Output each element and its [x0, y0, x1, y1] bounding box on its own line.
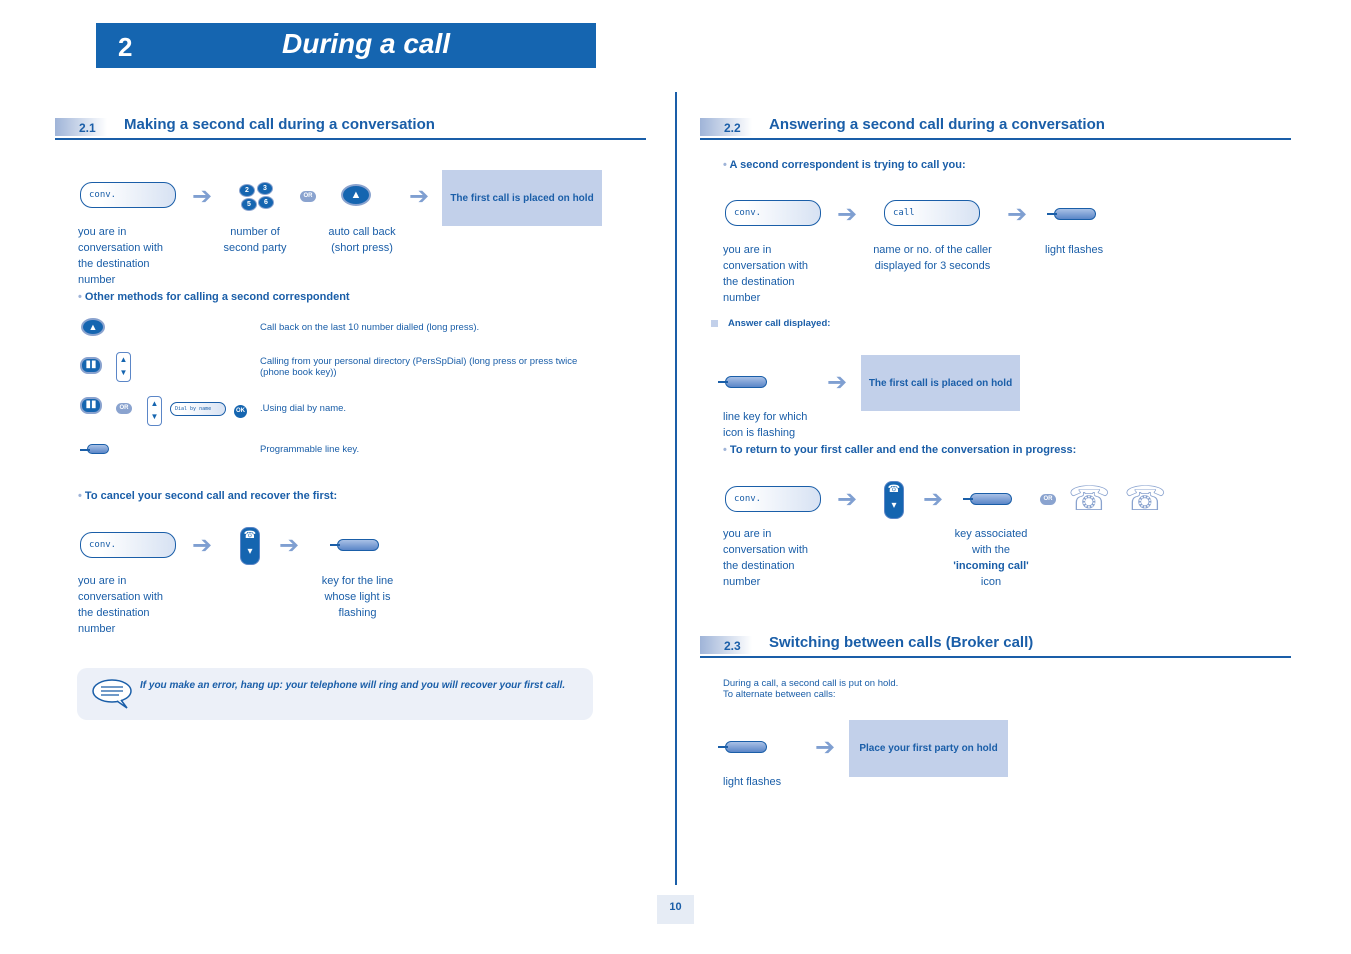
square-bullet-icon: [711, 320, 718, 327]
arrow-icon: ➔: [192, 183, 213, 210]
section-number: 2.2: [724, 121, 741, 135]
method-callback: Call back on the last 10 number dialled (long press).: [260, 322, 480, 333]
arrow-icon: ➔: [815, 734, 836, 761]
method-line-key: Programmable line key.: [260, 444, 360, 455]
hold-note: The first call is placed on hold: [861, 355, 1020, 411]
speech-bubble-icon: [91, 678, 133, 710]
trying-heading: • A second correspondent is trying to call you:: [723, 159, 966, 171]
section-number: 2.3: [724, 639, 741, 653]
line-key-icon: [337, 539, 379, 551]
caption-caller-name: name or no. of the caller displayed for 3 seconds: [873, 244, 992, 272]
navigator-icon: ▲ ▼: [147, 396, 162, 426]
phone-book-icon: ▮▮: [80, 397, 102, 414]
hang-up-key-icon: ☎ ▾: [240, 527, 260, 565]
chapter-number: 2: [118, 32, 133, 62]
phone-display: conv.: [725, 486, 821, 512]
tip-text: If you make an error, hang up: your telephone will ring and you will recover your first call.: [140, 680, 566, 691]
section-number: 2.1: [79, 121, 96, 135]
or-badge: OR: [1040, 494, 1056, 505]
broker-note: Place your first party on hold: [849, 720, 1008, 777]
arrow-icon: ➔: [827, 369, 848, 396]
section-header-2-2: [700, 116, 1291, 140]
ok-key-icon: OK: [234, 405, 247, 418]
caption-key-associated: key associated with the 'incoming call' icon: [953, 528, 1029, 588]
caption-line-key: line key for which icon is flashing: [723, 411, 808, 439]
caption-auto-callback: auto call back (short press): [328, 226, 396, 254]
tip-box: [77, 668, 593, 720]
method-directory: Calling from your personal directory (PersSpDial) (long press or press twice (phone book key)): [260, 356, 578, 378]
caption-light-flashes: light flashes: [1045, 244, 1104, 256]
or-badge: OR: [300, 191, 316, 202]
line-key-icon: [970, 493, 1012, 505]
return-heading: • To return to your first caller and end the conversation in progress:: [723, 444, 1077, 456]
keypad-icon: 2 3 5 6: [239, 182, 275, 212]
caption-in-conversation: you are in conversation with the destination number: [723, 244, 808, 304]
section-header-2-3: [700, 634, 1291, 658]
phone-display: conv.: [80, 182, 176, 208]
phone-display: conv.: [725, 200, 821, 226]
line-key-icon: [1054, 208, 1096, 220]
line-key-icon: [725, 741, 767, 753]
section-title: Switching between calls (Broker call): [769, 634, 1034, 651]
answer-heading: Answer call displayed:: [728, 318, 831, 329]
column-divider: [675, 92, 677, 885]
arrow-icon: ➔: [1007, 201, 1028, 228]
handset-off-hook-icon: ☏: [1068, 480, 1111, 518]
arrow-icon: ➔: [837, 201, 858, 228]
navigator-icon: ▲ ▼: [116, 352, 131, 382]
or-badge: OR: [116, 403, 132, 414]
hold-note: The first call is placed on hold: [442, 170, 602, 226]
caption-line-key: key for the line whose light is flashing: [321, 575, 394, 619]
caption-in-conversation: you are in conversation with the destination number: [723, 528, 808, 588]
caption-in-conversation: you are in conversation with the destination number: [78, 575, 163, 635]
phone-display: conv.: [80, 532, 176, 558]
hang-up-key-icon: ☎ ▾: [884, 481, 904, 519]
page-number: 10: [657, 895, 694, 924]
section-title: Making a second call during a conversation: [124, 116, 435, 133]
arrow-icon: ➔: [837, 486, 858, 513]
arrow-icon: ➔: [923, 486, 944, 513]
broker-intro: During a call, a second call is put on hold. To alternate between calls:: [723, 678, 899, 700]
redial-key-icon: ▲: [341, 184, 371, 206]
caption-second-party: number of second party: [223, 226, 287, 254]
chapter-banner: [96, 23, 596, 68]
chapter-title: During a call: [282, 28, 451, 59]
method-dial-by-name: .Using dial by name.: [260, 403, 347, 414]
other-methods-heading: • Other methods for calling a second correspondent: [78, 291, 350, 303]
section-title: Answering a second call during a conversation: [769, 116, 1105, 133]
redial-key-icon: ▲: [81, 318, 105, 336]
line-key-icon: [87, 444, 109, 454]
caption-light-flashes: light flashes: [723, 776, 782, 788]
cancel-heading: • To cancel your second call and recover the first:: [78, 490, 338, 502]
section-header-2-1: [55, 116, 646, 140]
line-key-icon: [725, 376, 767, 388]
phone-book-icon: ▮▮: [80, 357, 102, 374]
arrow-icon: ➔: [409, 183, 430, 210]
arrow-icon: ➔: [279, 532, 300, 559]
caption-in-conversation: you are in conversation with the destination number: [78, 226, 163, 286]
phone-display-call: call: [884, 200, 980, 226]
handset-incoming-icon: ☏: [1124, 480, 1167, 518]
dial-by-name-display: Dial by name: [170, 402, 226, 416]
arrow-icon: ➔: [192, 532, 213, 559]
